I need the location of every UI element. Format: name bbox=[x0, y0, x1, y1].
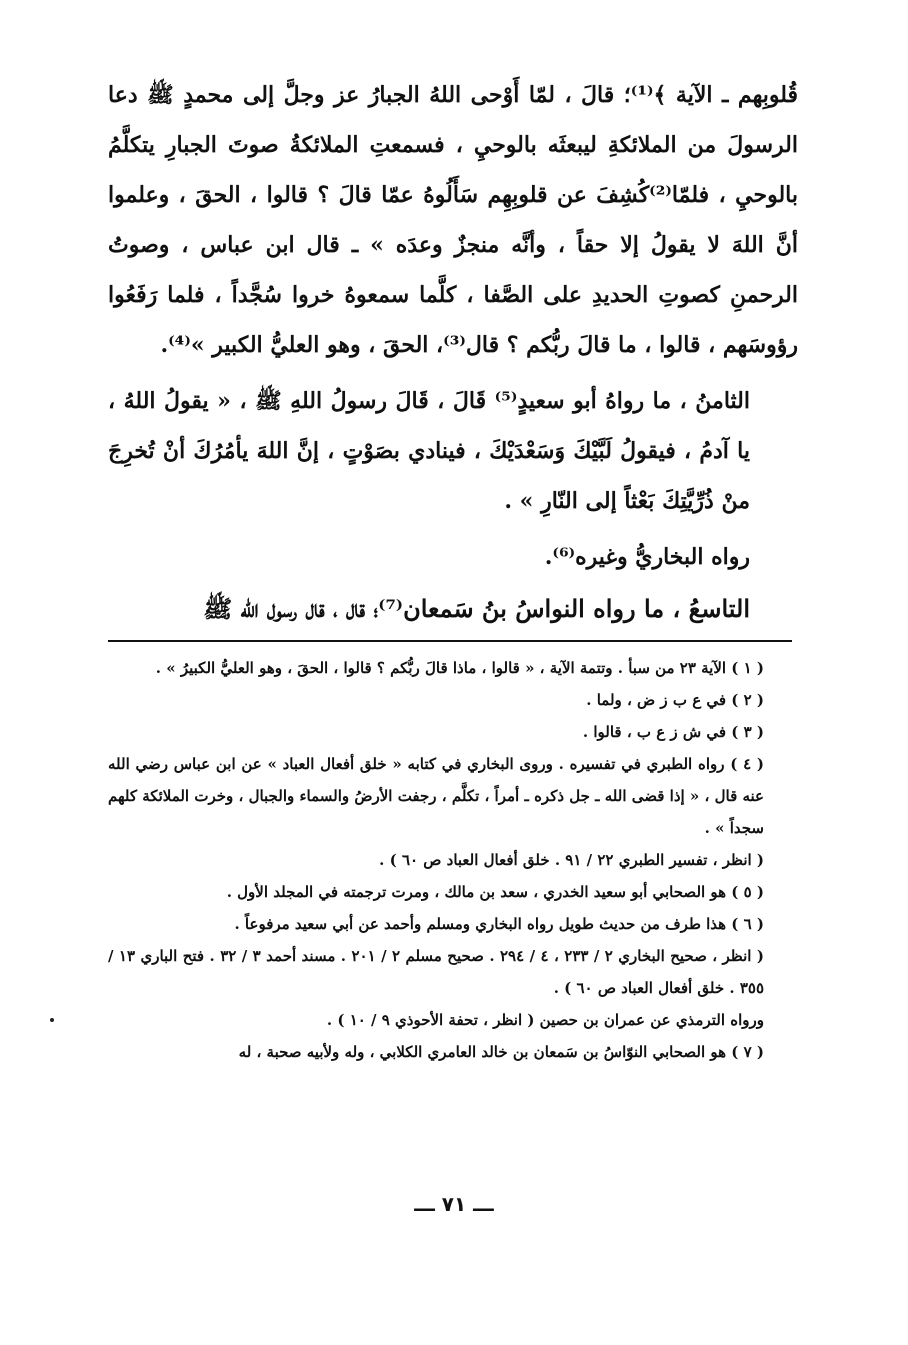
footnote-6-tirmidhi: ورواه الترمذي عن عمران بن حصين ( انظر ، تحفة الأحوذي ٩ / ١٠ ) . bbox=[326, 1011, 764, 1029]
main-text bbox=[108, 70, 798, 636]
footnote-4: ( ٤ ) رواه الطبري في تفسيره . وروى البخاري في كتابه « خلق أفعال العباد » عن ابن عباس رضي الله عنه قال ، « إذا قضى الله ـ جل ذكره ـ أمراً ، تكلَّم ، رجفت الأرضُ والسماء والجبال ، وخرت الملائكة كلهم سجداً » . bbox=[108, 755, 764, 837]
footnote-1: ( ١ ) الآية ٢٣ من سبأ . وتتمة الآية ، « قالوا ، ماذا قالَ ربُّكم ؟ قالوا ، الحقَ ، وهو العليُّ الكبيرُ » . bbox=[155, 659, 764, 677]
paragraph-1: قُلوبِهم ـ الآية ﴾⁽¹⁾؛ قالَ ، لمّا أَوْحى اللهُ الجبارُ عز وجلَّ إلى محمدٍ ﷺ دعا الرسولَ من الملائكةِ ليبعثَه بالوحيِ ، فسمعتِ الملائكةُ صوتَ الجبارِ يتكلَّمُ بالوحيِ ، فلمّا⁽²⁾كُشِفَ عن قلوبِهِم سَأَلُوهُ عمّا قالَ ؟ قالوا ، الحقَ ، وعلموا أنَّ اللهَ لا يقولُ إلا حقاً ، وأنَّه منجزٌ وعدَه » ـ قال ابن عباس ، وصوتُ الرحمنِ كصوتِ الحديدِ على الصَّفا ، كلَّما سمعوهُ خروا سُجَّداً ، فلما رَفَعُوا رؤوسَهم ، قالوا ، ما قالَ ربُّكم ؟ قال⁽³⁾، الحقَ ، وهو العليُّ الكبير »⁽⁴⁾. bbox=[108, 82, 798, 358]
footnote-3: ( ٣ ) في ش ز ع ب ، قالوا . bbox=[582, 723, 764, 741]
footnote-4-ref: ( انظر ، تفسير الطبري ٢٢ / ٩١ . خلق أفعال العباد ص ٦٠ ) . bbox=[379, 851, 764, 869]
footnote-6: ( ٦ ) هذا طرف من حديث طويل رواه البخاري ومسلم وأحمد عن أبي سعيد مرفوعاً . bbox=[234, 915, 764, 933]
page-number: ـــ ٧١ ـــ bbox=[414, 1192, 494, 1216]
paragraph-3: رواه البخاريُّ وغيره⁽⁶⁾. bbox=[544, 544, 750, 570]
footnote-5: ( ٥ ) هو الصحابي أبو سعيد الخدري ، سعد بن مالك ، ومرت ترجمته في المجلد الأول . bbox=[226, 883, 764, 901]
footnote-7: ( ٧ ) هو الصحابي النوّاسُ بن سَمعان بن خالد العامري الكلابي ، وله ولأبيه صحبة ، له bbox=[238, 1043, 764, 1061]
stray-mark bbox=[50, 1018, 54, 1022]
footnote-2: ( ٢ ) في ع ب ز ض ، ولما . bbox=[586, 691, 764, 709]
footnote-6-ref: ( انظر ، صحيح البخاري ٢ / ٢٣٣ ، ٤ / ٢٩٤ . صحيح مسلم ٢ / ٢٠١ . مسند أحمد ٣ / ٣٢ . فتح الباري ١٣ / ٣٥٥ . خلق أفعال العباد ص ٦٠ ) . bbox=[108, 947, 764, 997]
paragraph-2: الثامنُ ، ما رواهُ أبو سعيدٍ⁽⁵⁾ قَالَ ، قَالَ رسولُ اللهِ ﷺ ، « يقولُ اللهُ ، يا آدمُ ، فيقولُ لَبَّيْكَ وَسَعْدَيْكَ ، فينادي بصَوْتٍ ، إنَّ اللهَ يأمُرُكَ أنْ تُخرِجَ منْ ذُرِّيَّتِكَ بَعْثاً إلى النّارِ » . bbox=[108, 388, 750, 514]
footnote-separator bbox=[108, 640, 792, 642]
footnotes bbox=[108, 652, 794, 1068]
paragraph-4: التاسعُ ، ما رواه النواسُ بنُ سَمعان⁽⁷⁾؛ قال ، قال رسول الله ﷺ bbox=[203, 594, 750, 623]
